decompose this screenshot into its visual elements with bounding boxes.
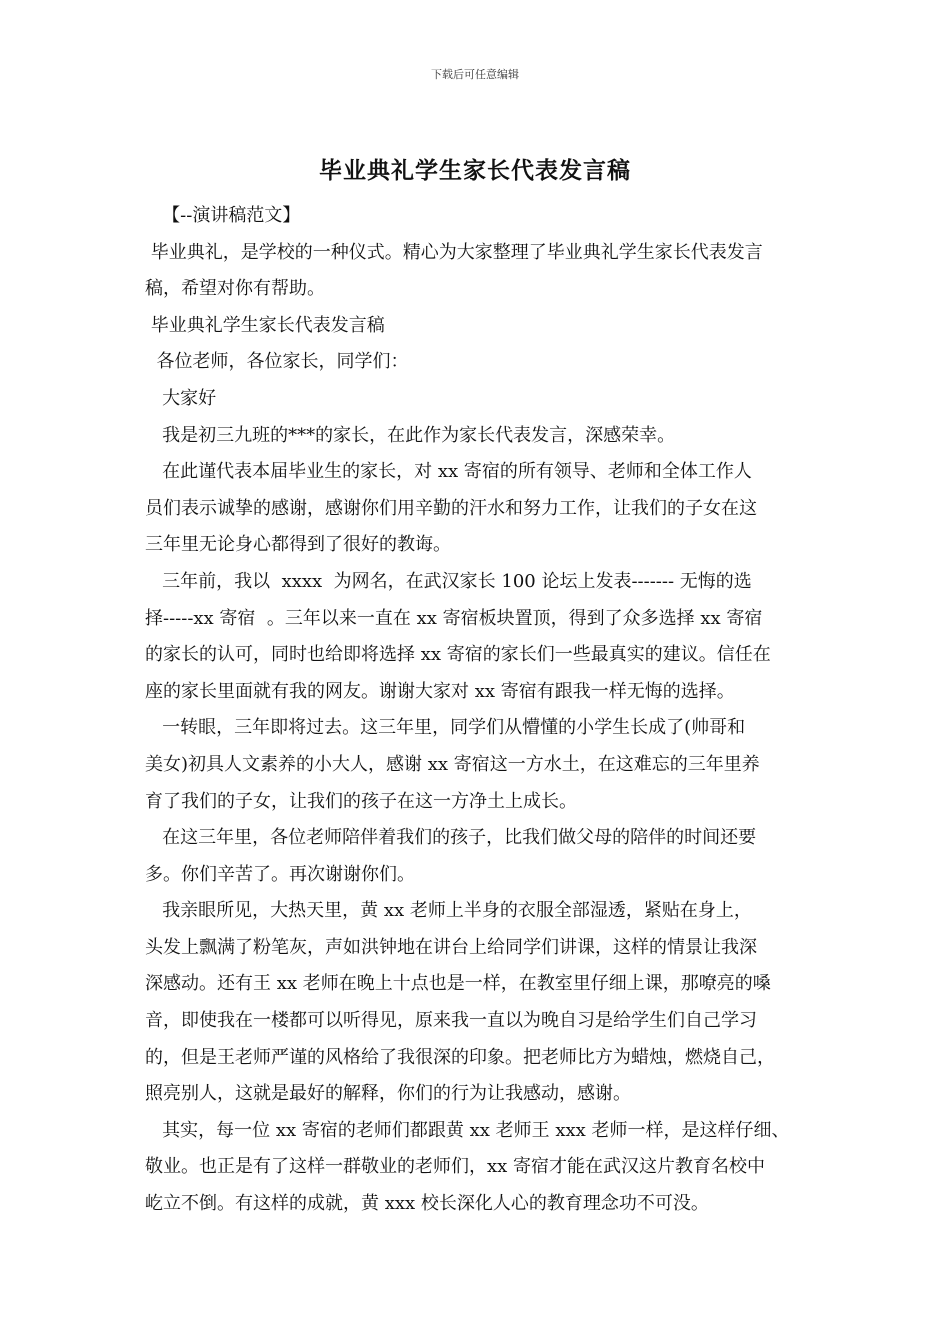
body-line: 屹立不倒。有这样的成就，黄 xxx 校长深化人心的教育理念功不可没。 — [145, 1193, 709, 1215]
document-title: 毕业典礼学生家长代表发言稿 — [319, 157, 631, 184]
body-line: 毕业典礼学生家长代表发言稿 — [145, 314, 385, 336]
body-line: 毕业典礼，是学校的一种仪式。精心为大家整理了毕业典礼学生家长代表发言 — [145, 241, 763, 263]
body-line: 座的家长里面就有我的网友。谢谢大家对 xx 寄宿有跟我一样无悔的选择。 — [145, 680, 735, 702]
body-line: 我亲眼所见，大热天里，黄 xx 老师上半身的衣服全部湿透，紧贴在身上， — [145, 900, 752, 922]
body-line: 大家好 — [145, 387, 217, 409]
body-line: 的家长的认可，同时也给即将选择 xx 寄宿的家长们一些最真实的建议。信任在 — [145, 644, 771, 666]
body-line: 【--演讲稿范文】 — [145, 205, 301, 226]
body-line: 的，但是王老师严谨的风格给了我很深的印象。把老师比方为蜡烛，燃烧自己， — [145, 1046, 775, 1068]
body-line: 在这三年里，各位老师陪伴着我们的孩子，比我们做父母的陪伴的时间还要 — [145, 827, 757, 849]
body-line: 在此谨代表本届毕业生的家长，对 xx 寄宿的所有领导、老师和全体工作人 — [145, 461, 752, 483]
body-line: 音，即使我在一楼都可以听得见，原来我一直以为晚自习是给学生们自己学习 — [145, 1010, 757, 1032]
body-line: 三年里无论身心都得到了很好的教诲。 — [145, 534, 451, 556]
body-line: 一转眼，三年即将过去。这三年里，同学们从懵懂的小学生长成了(帅哥和 — [145, 717, 746, 739]
body-line: 照亮别人，这就是最好的解释，你们的行为让我感动，感谢。 — [145, 1083, 631, 1105]
body-line: 其实，每一位 xx 寄宿的老师们都跟黄 xx 老师王 xxx 老师一样，是这样仔细、 — [145, 1119, 790, 1141]
body-line: 择-----xx 寄宿 。三年以来一直在 xx 寄宿板块置顶，得到了众多选择 xx 寄宿 — [145, 607, 763, 629]
body-line: 员们表示诚挚的感谢，感谢你们用辛勤的汗水和努力工作，让我们的子女在这 — [145, 497, 757, 519]
document-body — [145, 198, 825, 1223]
body-line: 育了我们的子女，让我们的孩子在这一方净土上成长。 — [145, 790, 577, 812]
body-line: 三年前，我以 xxxx 为网名，在武汉家长 100 论坛上发表------- 无悔的选 — [145, 570, 752, 592]
body-line: 我是初三九班的***的家长，在此作为家长代表发言，深感荣幸。 — [145, 424, 676, 446]
body-line: 敬业。也正是有了这样一群敬业的老师们，xx 寄宿才能在武汉这片教育名校中 — [145, 1156, 766, 1178]
body-line: 深感动。还有王 xx 老师在晚上十点也是一样，在教室里仔细上课，那嘹亮的嗓 — [145, 973, 771, 995]
body-line: 美女)初具人文素养的小大人，感谢 xx 寄宿这一方水土，在这难忘的三年里养 — [145, 753, 760, 775]
body-line: 多。你们辛苦了。再次谢谢你们。 — [145, 863, 415, 885]
body-line: 头发上飘满了粉笔灰，声如洪钟地在讲台上给同学们讲课，这样的情景让我深 — [145, 936, 757, 958]
body-line: 各位老师，各位家长，同学们： — [145, 351, 409, 373]
header-note: 下载后可任意编辑 — [431, 68, 519, 81]
body-line: 稿，希望对你有帮助。 — [145, 278, 325, 300]
